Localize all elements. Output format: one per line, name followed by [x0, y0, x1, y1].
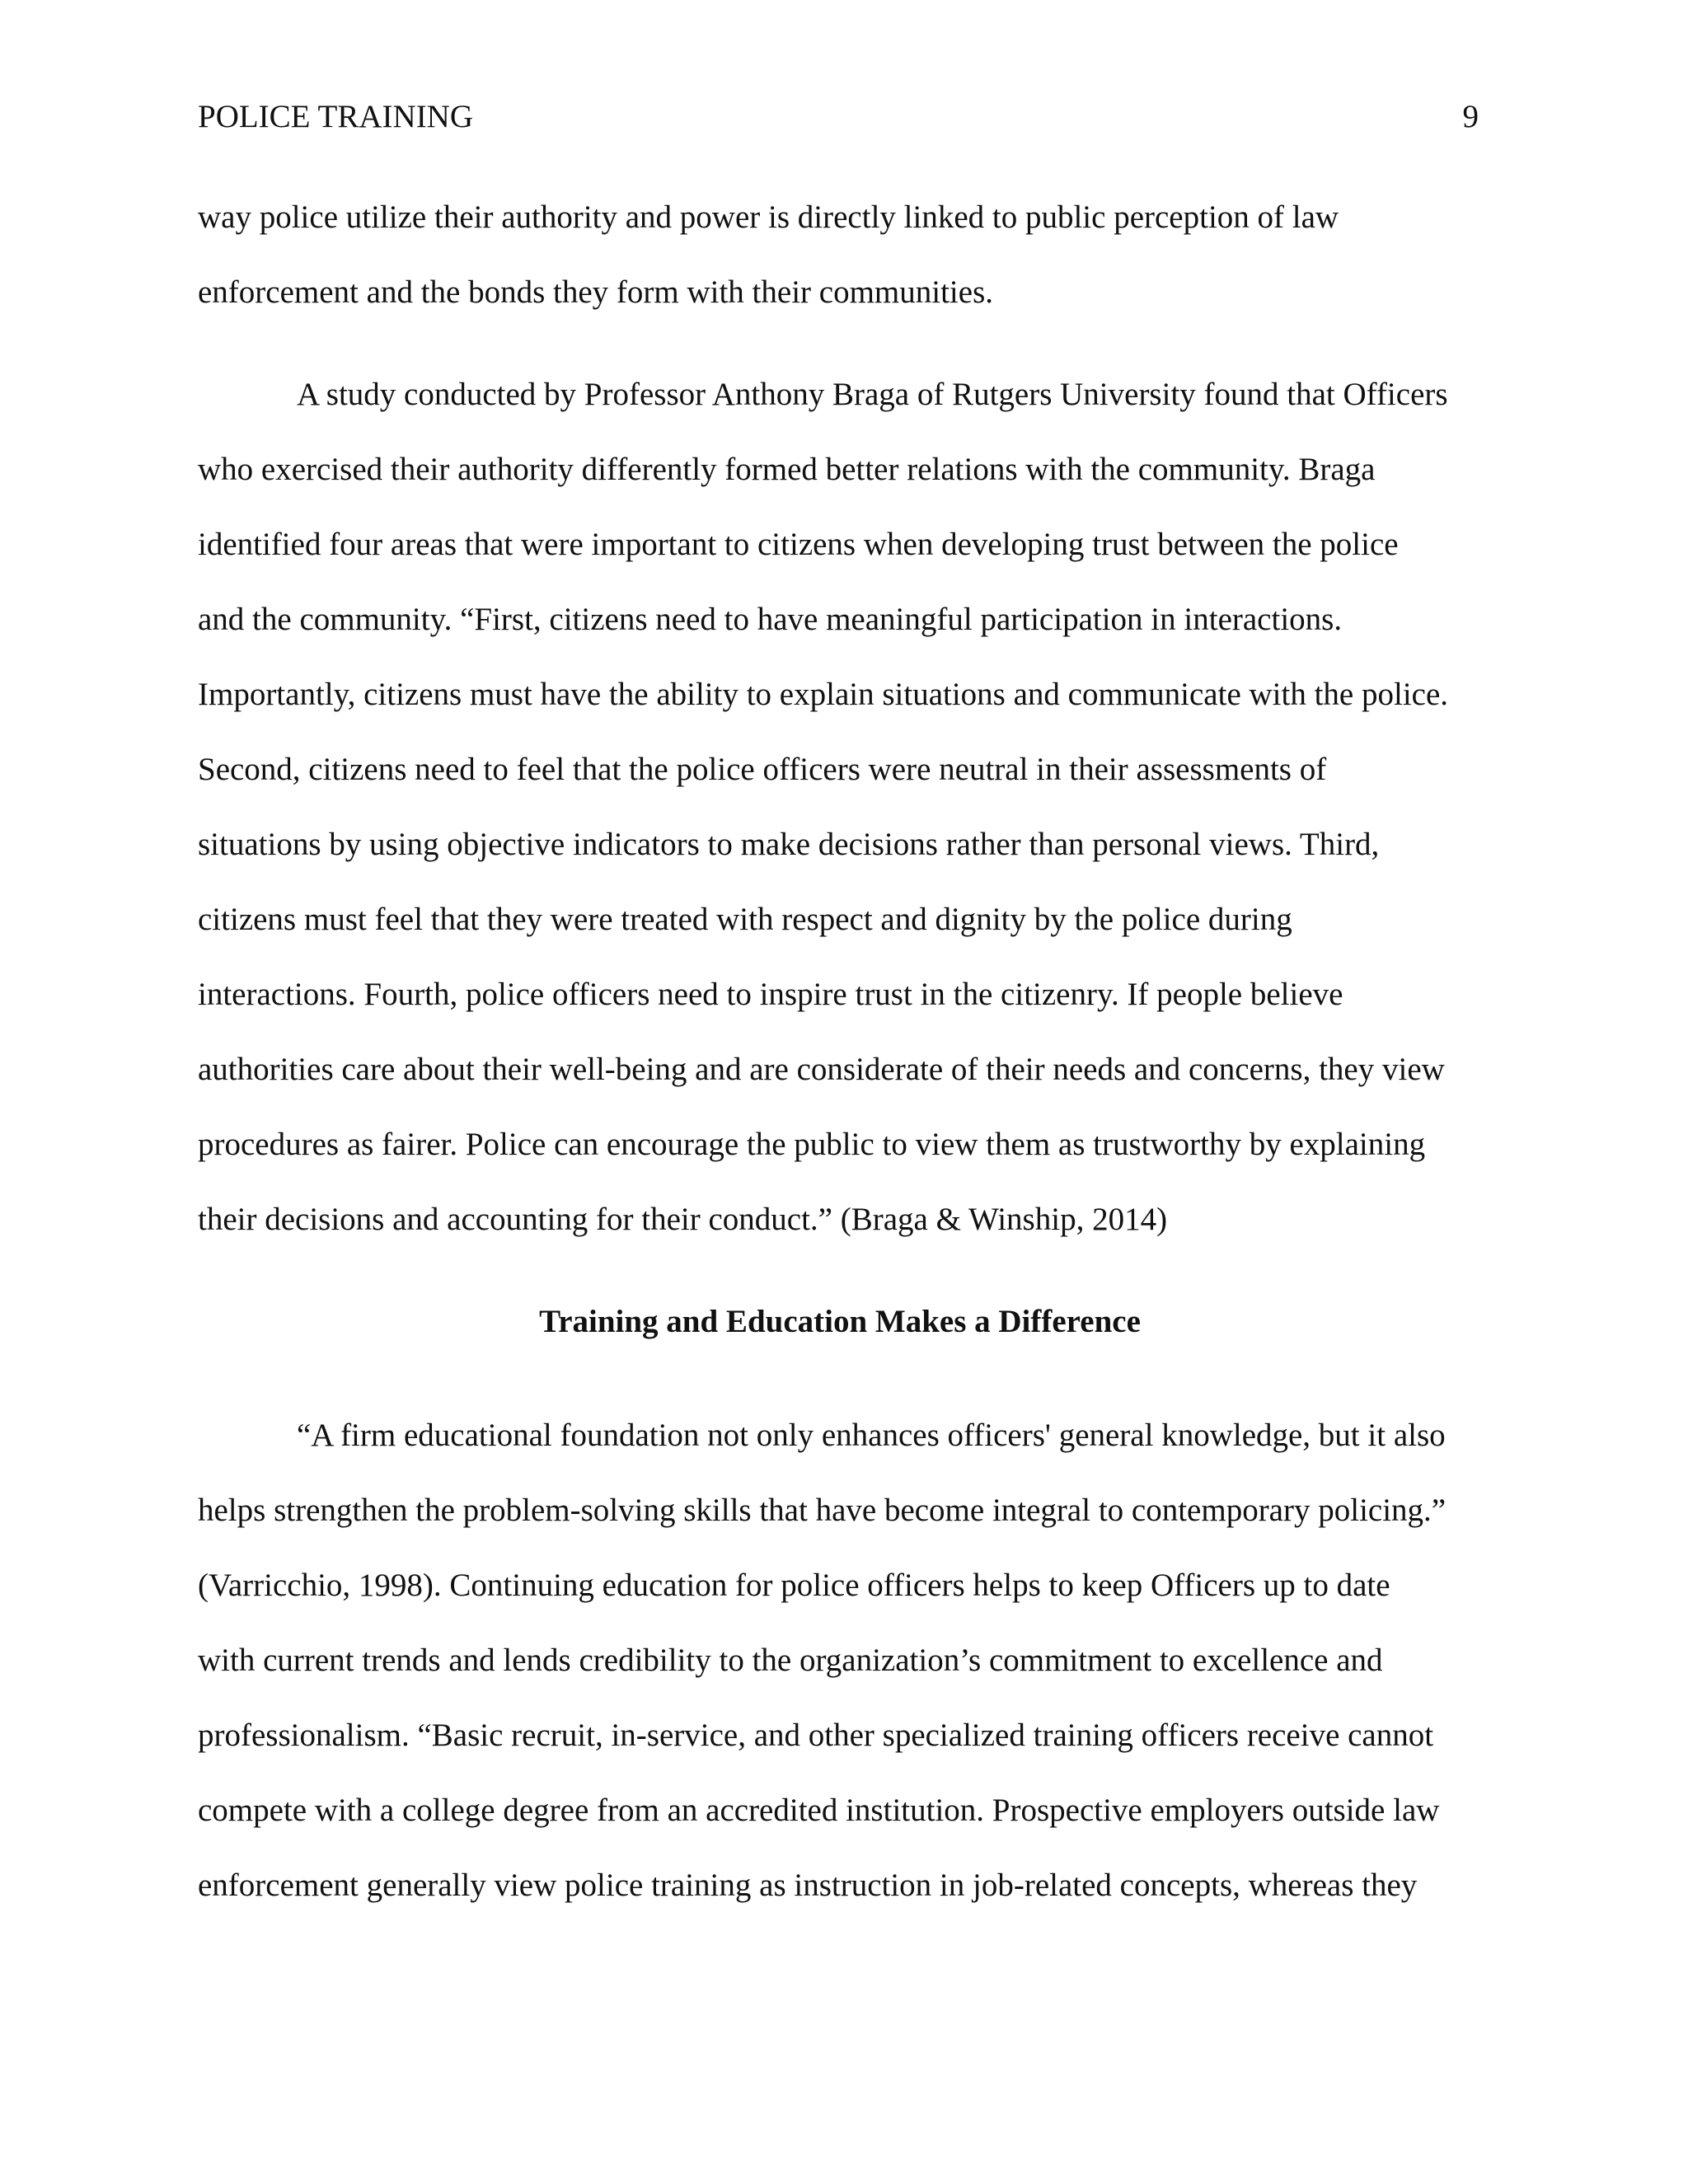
paragraph-2-line-7: situations by using objective indicators to make decisions rather than personal views. Third,: [198, 827, 1380, 862]
paragraph-2-line-2: who exercised their authority differently formed better relations with the community. Braga: [198, 452, 1376, 487]
paragraph-2-line-10: authorities care about their well-being and are considerate of their needs and concerns, they view: [198, 1052, 1445, 1087]
paragraph-2-line-6: Second, citizens need to feel that the police officers were neutral in their assessments of: [198, 752, 1327, 787]
paragraph-3-line-2: helps strengthen the problem-solving skills that have become integral to contemporary policing.”: [198, 1493, 1447, 1528]
paragraph-3-line-3: (Varricchio, 1998). Continuing education for police officers helps to keep Officers up to date: [198, 1568, 1390, 1603]
page-number: 9: [1462, 99, 1479, 134]
running-head: POLICE TRAINING: [198, 99, 474, 134]
paragraph-2-line-4: and the community. “First, citizens need to have meaningful participation in interactions.: [198, 602, 1343, 637]
paragraph-1-line-2: enforcement and the bonds they form with their communities.: [198, 274, 994, 310]
paragraph-2-line-12: their decisions and accounting for their conduct.” (Braga & Winship, 2014): [198, 1202, 1168, 1237]
paragraph-2-line-9: interactions. Fourth, police officers need to inspire trust in the citizenry. If people believe: [198, 977, 1343, 1012]
paragraph-2-line-8: citizens must feel that they were treated with respect and dignity by the police during: [198, 902, 1292, 937]
paragraph-3-line-6: compete with a college degree from an accredited institution. Prospective employers outside law: [198, 1793, 1440, 1828]
paragraph-3-line-5: professionalism. “Basic recruit, in-service, and other specialized training officers receive cannot: [198, 1718, 1434, 1753]
paragraph-3-line-4: with current trends and lends credibility to the organization’s commitment to excellence and: [198, 1643, 1383, 1678]
paragraph-1-line-1: way police utilize their authority and power is directly linked to public perception of law: [198, 199, 1339, 235]
paragraph-2-line-5: Importantly, citizens must have the ability to explain situations and communicate with the police.: [198, 677, 1449, 712]
paragraph-3-line-7: enforcement generally view police training as instruction in job-related concepts, whereas they: [198, 1868, 1418, 1903]
paragraph-2-line-1: A study conducted by Professor Anthony Braga of Rutgers University found that Officers: [297, 377, 1448, 412]
paragraph-3-line-1: “A firm educational foundation not only enhances officers' general knowledge, but it also: [297, 1418, 1446, 1453]
paragraph-2-line-3: identified four areas that were important to citizens when developing trust between the police: [198, 527, 1399, 562]
paragraph-2-line-11: procedures as fairer. Police can encourage the public to view them as trustworthy by explaining: [198, 1127, 1426, 1162]
section-heading: Training and Education Makes a Difference: [539, 1304, 1141, 1339]
